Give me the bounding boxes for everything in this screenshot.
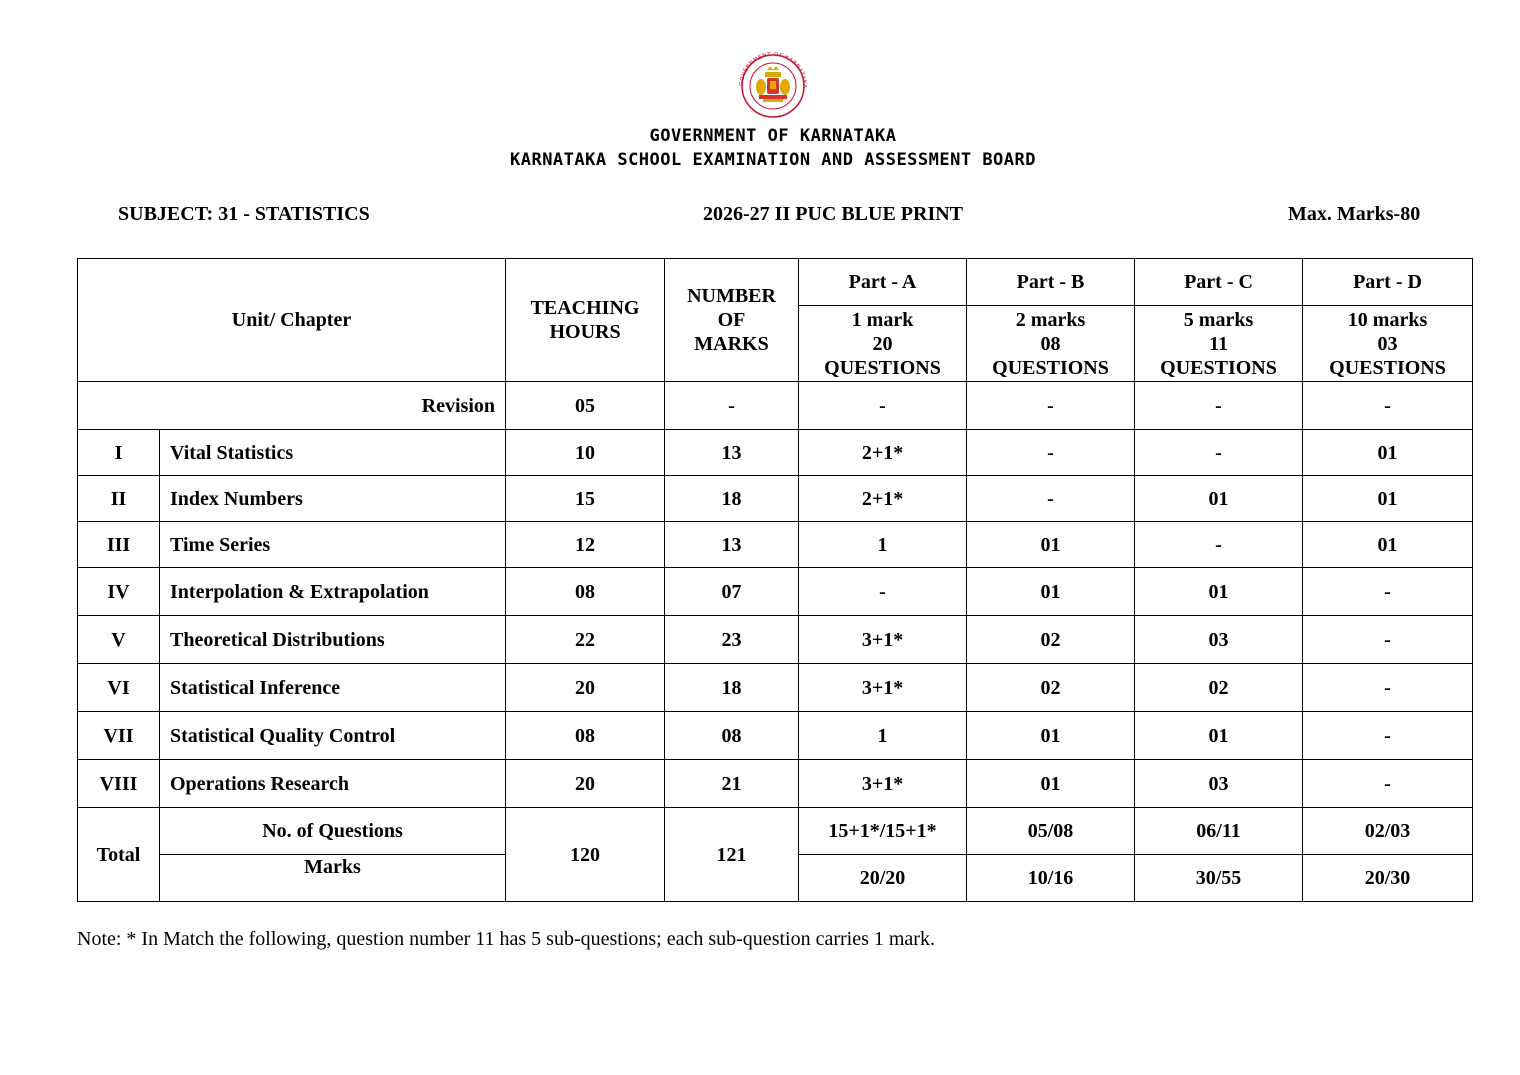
part-a-value: 3+1* [799,664,967,712]
part-b-value: 01 [967,760,1135,808]
unit-number: VI [78,664,160,712]
total-questions-row [78,808,1473,855]
part-d-header: Part - D [1303,259,1473,306]
part-d-questions: 02/03 [1303,808,1473,855]
part-a-value: 3+1* [799,760,967,808]
revision-row [78,382,1473,430]
part-a-value: 1 [799,522,967,568]
part-d-info: 10 marks 03 QUESTIONS [1303,306,1473,382]
part-a-marks: 20/20 [799,855,967,902]
revision-part-c: - [1135,382,1303,430]
part-a-info: 1 mark 20 QUESTIONS [799,306,967,382]
part-a-value: 3+1* [799,616,967,664]
unit-number: V [78,616,160,664]
part-c-value: - [1135,522,1303,568]
part-a-header: Part - A [799,259,967,306]
part-a-value: - [799,568,967,616]
teaching-hours: 10 [506,430,665,476]
emblem-seal-text: GOVERNMENT OF KARNATAKA [738,52,808,89]
table-row [78,760,1473,808]
part-b-header: Part - B [967,259,1135,306]
max-marks-label: Max. Marks-80 [1288,203,1421,225]
table-row [78,616,1473,664]
table-row [78,476,1473,522]
no-of-questions-label: No. of Questions [160,808,506,855]
blueprint-title: 2026-27 II PUC BLUE PRINT [703,203,964,225]
part-b-value: - [967,430,1135,476]
chapter-name: Statistical Inference [160,664,506,712]
marks: 18 [665,476,799,522]
teaching-hours-header: TEACHING HOURS [506,259,665,382]
part-b-value: 02 [967,664,1135,712]
part-c-value: 01 [1135,568,1303,616]
chapter-name: Time Series [160,522,506,568]
revision-label: Revision [78,382,506,430]
unit-number: IV [78,568,160,616]
part-d-value: - [1303,568,1473,616]
total-label: Total [78,808,160,902]
part-c-marks: 30/55 [1135,855,1303,902]
part-c-value: 01 [1135,712,1303,760]
part-d-marks: 20/30 [1303,855,1473,902]
part-b-info: 2 marks 08 QUESTIONS [967,306,1135,382]
part-d-value: - [1303,616,1473,664]
marks: 07 [665,568,799,616]
government-title: GOVERNMENT OF KARNATAKA [649,126,897,146]
marks: 18 [665,664,799,712]
part-c-value: - [1135,430,1303,476]
part-a-value: 2+1* [799,476,967,522]
revision-marks: - [665,382,799,430]
unit-number: III [78,522,160,568]
part-c-info: 5 marks 11 QUESTIONS [1135,306,1303,382]
subject-label: SUBJECT: 31 - STATISTICS [118,203,370,225]
revision-hours: 05 [506,382,665,430]
part-d-value: 01 [1303,522,1473,568]
unit-number: II [78,476,160,522]
unit-chapter-header: Unit/ Chapter [78,259,506,382]
table-row [78,664,1473,712]
revision-part-a: - [799,382,967,430]
number-of-marks-header: NUMBER OF MARKS [665,259,799,382]
marks: 08 [665,712,799,760]
table-row [78,712,1473,760]
revision-part-d: - [1303,382,1473,430]
table-row [78,568,1473,616]
part-c-value: 02 [1135,664,1303,712]
part-c-value: 03 [1135,616,1303,664]
marks: 21 [665,760,799,808]
part-b-marks: 10/16 [967,855,1135,902]
part-b-value: - [967,476,1135,522]
marks: 23 [665,616,799,664]
part-d-value: - [1303,712,1473,760]
karnataka-emblem-icon [727,52,819,118]
teaching-hours: 20 [506,664,665,712]
total-hours: 120 [506,808,665,902]
chapter-name: Operations Research [160,760,506,808]
unit-number: VII [78,712,160,760]
part-d-value: - [1303,760,1473,808]
revision-part-b: - [967,382,1135,430]
part-a-value: 1 [799,712,967,760]
part-b-value: 01 [967,568,1135,616]
part-c-questions: 06/11 [1135,808,1303,855]
marks: 13 [665,430,799,476]
marks: 13 [665,522,799,568]
part-d-value: 01 [1303,430,1473,476]
part-d-value: 01 [1303,476,1473,522]
chapter-name: Statistical Quality Control [160,712,506,760]
part-c-value: 03 [1135,760,1303,808]
part-b-value: 01 [967,712,1135,760]
table-row [78,522,1473,568]
teaching-hours: 15 [506,476,665,522]
blueprint-table [77,258,1473,902]
header-row [78,259,1473,306]
part-a-value: 2+1* [799,430,967,476]
part-b-value: 01 [967,522,1135,568]
teaching-hours: 20 [506,760,665,808]
part-c-header: Part - C [1135,259,1303,306]
teaching-hours: 12 [506,522,665,568]
teaching-hours: 08 [506,712,665,760]
part-b-questions: 05/08 [967,808,1135,855]
unit-number: VIII [78,760,160,808]
part-d-value: - [1303,664,1473,712]
chapter-name: Theoretical Distributions [160,616,506,664]
table-row [78,430,1473,476]
teaching-hours: 08 [506,568,665,616]
part-a-questions: 15+1*/15+1* [799,808,967,855]
chapter-name: Index Numbers [160,476,506,522]
total-marks: 121 [665,808,799,902]
marks-label: Marks [160,855,506,902]
unit-number: I [78,430,160,476]
board-title: KARNATAKA SCHOOL EXAMINATION AND ASSESSMENT BOARD [509,150,1036,170]
part-c-value: 01 [1135,476,1303,522]
chapter-name: Vital Statistics [160,430,506,476]
footnote: Note: * In Match the following, question number 11 has 5 sub-questions; each sub-question carries 1 mark. [77,928,935,950]
chapter-name: Interpolation & Extrapolation [160,568,506,616]
teaching-hours: 22 [506,616,665,664]
part-b-value: 02 [967,616,1135,664]
